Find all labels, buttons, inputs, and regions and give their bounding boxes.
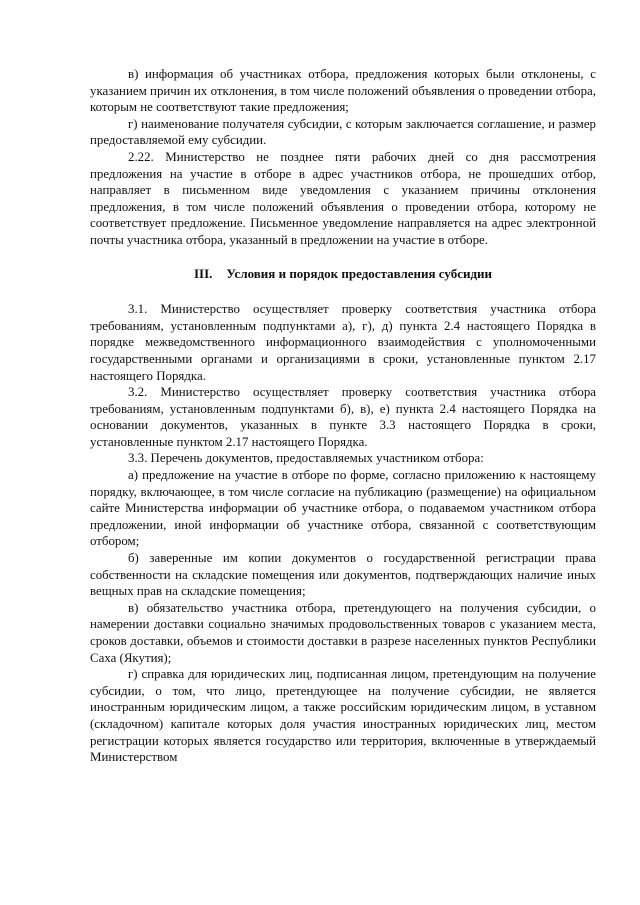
paragraph-3-1: 3.1. Министерство осуществляет проверку соответствия участника отбора требованиям, установленным подпунктами а), г), д) пункта 2.4 настоящего Порядка в порядке межведомственного информационного взаимодействия с уполномоченными государственными органами и организациями в сроки, установленные пунктом 2.17 настоящего Порядка.: [90, 302, 596, 383]
section-number: III.: [193, 265, 213, 281]
paragraph-item-b: б) заверенные им копии документов о государственной регистрации права собственности на складские помещения или документов, подтверждающих наличие иных вещных прав на складские помещения;: [90, 551, 596, 599]
paragraph-2-22: 2.22. Министерство не позднее пяти рабочих дней со дня рассмотрения предложения на участие в отборе в адрес участников отбора, не прошедших отбор, направляет в письменном виде уведомления с указанием причины отклонения предложения, в том числе положений объявления о проведении отбора, которому не соответствует предложение. Письменное уведомление направляется на адрес электронной почты участника отбора, указанный в предложении на участие в отборе.: [90, 149, 596, 247]
paragraph-3-2: 3.2. Министерство осуществляет проверку соответствия участника отбора требованиям, установленным подпунктами б), в), е) пункта 2.4 настоящего Порядка на основании документов, указанных в пункте 3.3 настоящего Порядка в сроки, установленные пунктом 2.17 настоящего Порядка.: [90, 385, 596, 449]
document-page: [90, 66, 596, 766]
section-title: Условия и порядок предоставления субсидии: [226, 265, 493, 281]
paragraph-item-v: в) информация об участниках отбора, предложения которых были отклонены, с указанием причин их отклонения, в том числе положений объявления о проведении отбора, которым не соответствуют такие предложения;: [90, 67, 596, 115]
paragraph-item-a: а) предложение на участие в отборе по форме, согласно приложению к настоящему порядку, включающее, в том числе согласие на публикацию (размещение) на официальном сайте Министерства информации об участнике отбора, о подаваемом участником отбора предложении, иной информации об участнике отбора, связанной с соответствующим отбором;: [90, 468, 596, 549]
paragraph-item-g2: г) справка для юридических лиц, подписанная лицом, претендующим на получение субсидии, о том, что лицо, претендующее на получение субсидии, не является иностранным юридическим лицом, а также российским юридическим лицом, в уставном (складочном) капитале которых доля участия иностранных юридических лиц, местом регистрации которых является государство или территория, включенные в утверждаемый Министерством: [90, 667, 596, 765]
paragraph-3-3: 3.3. Перечень документов, предоставляемых участником отбора:: [128, 451, 484, 466]
paragraph-item-v2: в) обязательство участника отбора, претендующего на получения субсидии, о намерении доставки социально значимых продовольственных товаров с указанием места, сроков доставки, объемов и стоимости доставки в разрезе населенных пунктов Республики Саха (Якутия);: [90, 600, 596, 665]
paragraph-item-g: г) наименование получателя субсидии, с которым заключается соглашение, и размер предоставляемой ему субсидии.: [90, 116, 596, 148]
section-heading: [90, 266, 596, 283]
